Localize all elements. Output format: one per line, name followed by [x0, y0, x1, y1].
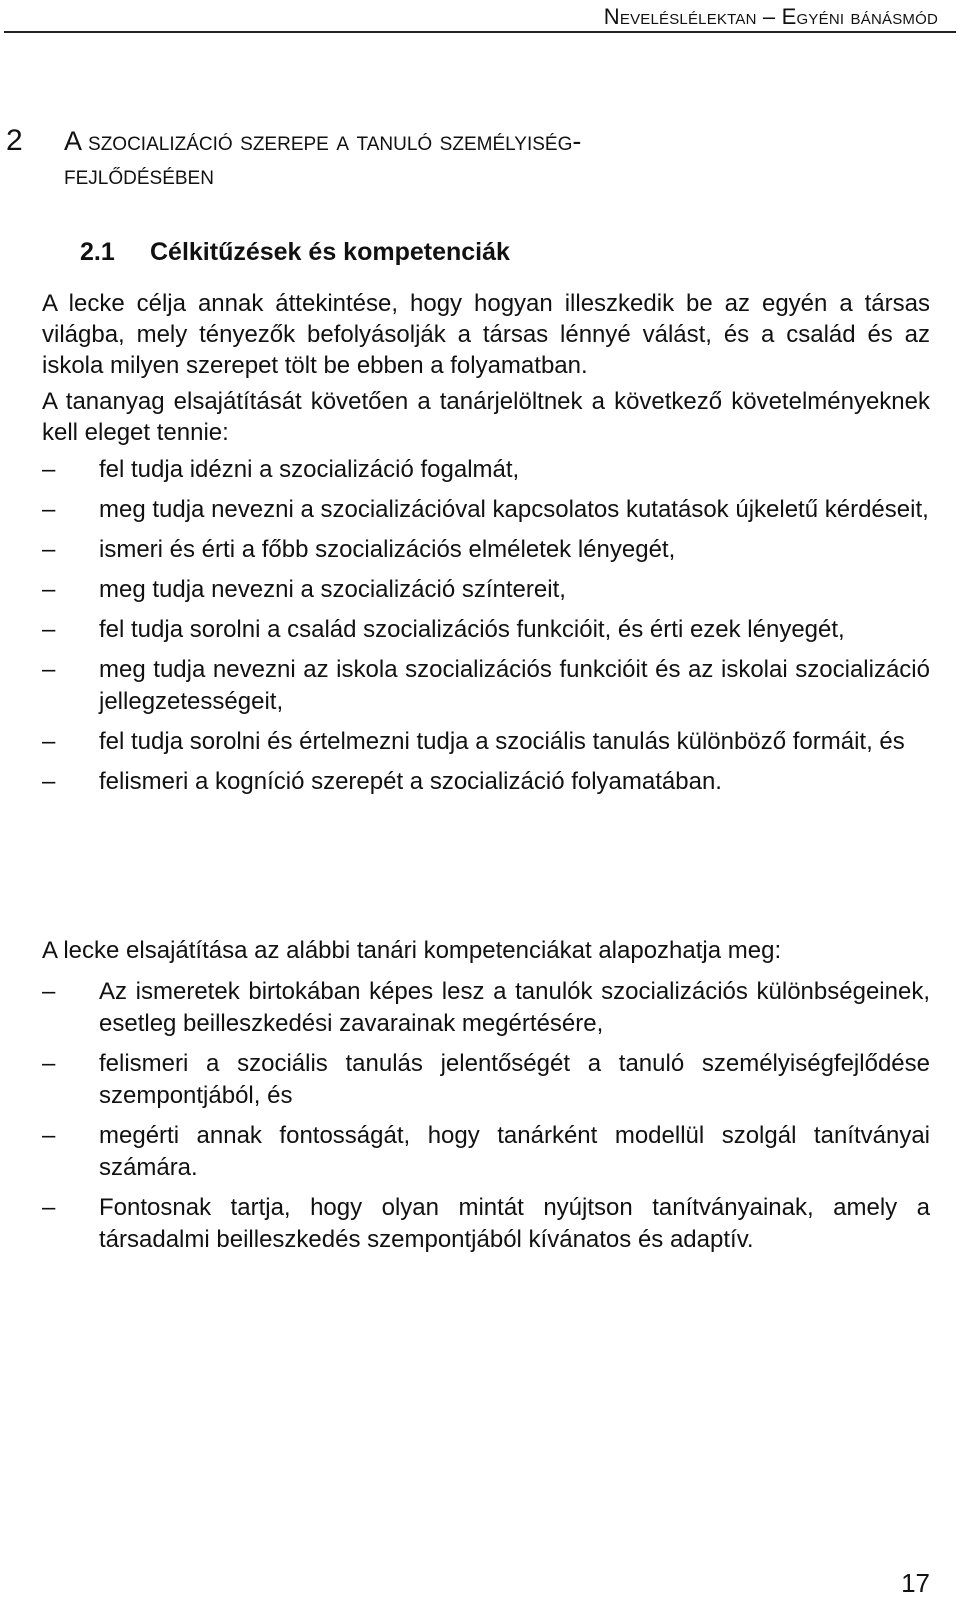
list-item-text: Fontosnak tartja, hogy olyan mintát nyújtson tanítványainak, amely a társadalmi beilleszkedés szempontjából kívánatos és adaptív. — [99, 1194, 930, 1253]
list-item-text: meg tudja nevezni a szocializációval kapcsolatos kutatások újkeletű kérdéseit, — [99, 496, 929, 523]
running-header: Neveléslélektan – Egyéni bánásmód — [603, 4, 938, 29]
list-item — [42, 1192, 930, 1256]
chapter-title — [6, 124, 906, 192]
competence-intro: A lecke elsajátítása az alábbi tanári kompetenciákat alapozhatja meg: — [42, 937, 782, 964]
list-item-text: fel tudja idézni a szocializáció fogalmát, — [99, 456, 520, 483]
bullet-dash: – — [42, 576, 56, 603]
competences-list — [42, 976, 930, 1264]
bullet-dash: – — [42, 456, 56, 483]
bullet-dash: – — [42, 616, 56, 643]
list-item — [42, 976, 930, 1040]
section-title-text: Célkitűzések és kompetenciák — [150, 238, 510, 266]
bullet-dash: – — [42, 1194, 56, 1221]
bullet-dash: – — [42, 1050, 56, 1077]
list-item — [42, 654, 930, 718]
section-title — [80, 238, 510, 267]
intro-paragraph: A lecke célja annak áttekintése, hogy hogyan illeszkedik be az egyén a társas világba, mely tényezők befolyásolják a társas lénnyé válást, és a család és az iskola milyen szerepet tölt be ebben a folyamatban. — [42, 290, 930, 379]
bullet-dash: – — [42, 978, 56, 1005]
header-rule — [4, 31, 956, 33]
list-item — [42, 494, 930, 526]
bullet-dash: – — [42, 728, 56, 755]
list-item — [42, 766, 930, 798]
list-item — [42, 534, 930, 566]
list-item-text: megérti annak fontosságát, hogy tanárként modellül szolgál tanítványai számára. — [99, 1122, 930, 1181]
list-item-text: meg tudja nevezni a szocializáció színtereit, — [99, 576, 566, 603]
list-item — [42, 574, 930, 606]
list-item-text: meg tudja nevezni az iskola szocializációs funkcióit és az iskolai szocializáció jellegzetességeit, — [99, 656, 930, 715]
requirements-intro: A tananyag elsajátítását követően a tanárjelöltnek a következő követelményeknek kell eleget tennie: — [42, 388, 930, 446]
bullet-dash: – — [42, 656, 56, 683]
list-item-text: felismeri a kogníció szerepét a szocializáció folyamatában. — [99, 768, 722, 795]
list-item — [42, 454, 930, 486]
list-item-text: ismeri és érti a főbb szocializációs elméletek lényegét, — [99, 536, 676, 563]
list-item-text: Az ismeretek birtokában képes lesz a tanulók szocializációs különbségeinek, esetleg beilleszkedési zavarainak megértésére, — [99, 978, 930, 1037]
requirements-list — [42, 454, 930, 806]
chapter-title-line1 — [6, 124, 906, 158]
list-item-text: felismeri a szociális tanulás jelentőségét a tanuló személyiségfejlődése szempontjából, és — [99, 1050, 930, 1109]
bullet-dash: – — [42, 536, 56, 563]
list-item-text: fel tudja sorolni és értelmezni tudja a szociális tanulás különböző formáit, és — [99, 728, 905, 755]
bullet-dash: – — [42, 496, 56, 523]
bullet-dash: – — [42, 768, 56, 795]
list-item — [42, 1120, 930, 1184]
chapter-number: 2 — [6, 124, 23, 157]
list-item — [42, 726, 930, 758]
list-item — [42, 1048, 930, 1112]
chapter-title-line2: fejlődésében — [64, 160, 214, 190]
list-item — [42, 614, 930, 646]
chapter-title-text-1: A szocializáció szerepe a tanuló személyiség- — [64, 126, 582, 156]
page-number: 17 — [901, 1568, 930, 1598]
section-number: 2.1 — [80, 238, 115, 266]
list-item-text: fel tudja sorolni a család szocializációs funkcióit, és érti ezek lényegét, — [99, 616, 845, 643]
bullet-dash: – — [42, 1122, 56, 1149]
